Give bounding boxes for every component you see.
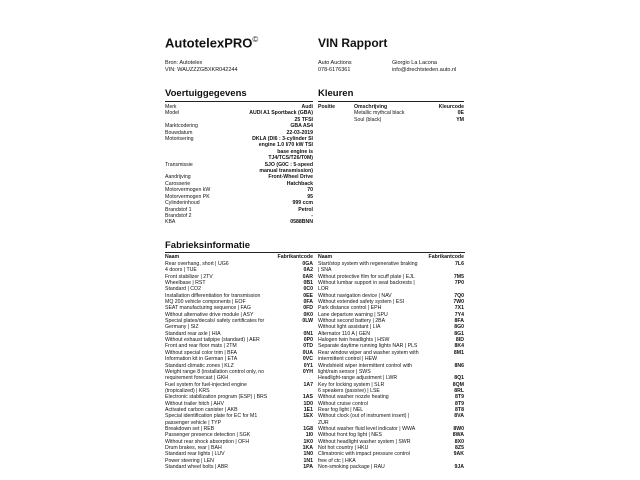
row-label: Drum brakes, rear | BAH — [165, 444, 222, 451]
row-label: Rear overhang, short | UG6 — [165, 261, 229, 267]
contact-info — [392, 60, 456, 74]
row-value: 1I0 — [305, 432, 313, 439]
row-value: 1KA — [302, 444, 313, 451]
row-value: 0LW — [302, 318, 313, 325]
row-value: - — [311, 212, 313, 219]
row-value: 7L6 — [455, 261, 464, 267]
row-value: 1A7 — [303, 381, 313, 388]
row-value: 0FD — [303, 305, 313, 312]
row-label: Park distance control | EPH — [318, 305, 382, 312]
row-value: 8K4 — [454, 343, 464, 350]
row-label: Headlight-range adjustment | LWR — [318, 375, 398, 382]
row-value: 1D0 — [303, 400, 313, 407]
row-label: Without rear shock absorption | OFH — [165, 438, 250, 445]
factory-row — [318, 464, 464, 470]
row-label: Climatronic with impact pressure control — [318, 451, 410, 458]
row-value: 1G8 — [303, 425, 313, 432]
report-title: VIN Rapport — [318, 36, 388, 50]
row-value: 8X0 — [454, 438, 464, 445]
row-label: Separate daytime running lights NAR | PLS — [318, 343, 418, 350]
col-description: Omschrijving — [354, 104, 388, 110]
row-label: Cylinderinhoud — [165, 200, 200, 207]
row-label: Without extended safety system | ESI — [318, 299, 405, 306]
row-value: 0UA — [302, 349, 313, 356]
factory-list-right — [318, 261, 464, 470]
row-label: free of ctc | HKA — [318, 457, 356, 464]
row-label: Standard | CO2 — [165, 286, 201, 293]
row-value: 0VC — [302, 356, 313, 363]
row-label: Front stabilizer | 2TV — [165, 273, 213, 280]
vehicle-details — [165, 104, 313, 226]
row-value: 1N0 — [303, 451, 313, 458]
factory-row — [165, 464, 313, 470]
row-label: Without front fog light | NES — [318, 432, 382, 439]
row-value: 999 ccm — [292, 200, 313, 207]
row-value: 8T9 — [455, 394, 464, 401]
row-value: 7W0 — [453, 299, 464, 306]
row-label: Power steering | LEN — [165, 457, 214, 464]
divider — [165, 101, 313, 102]
row-label: Brandstof 1 — [165, 206, 192, 213]
row-label: Lane departure warning | SPU — [318, 311, 388, 318]
row-label: Germany | SIZ — [165, 324, 199, 331]
row-label: Standard climatic zones | KLZ — [165, 362, 234, 369]
row-label: 6 speakers (passive) | LSE — [318, 387, 380, 394]
row-label: KBA — [165, 219, 176, 226]
row-label: Without navigation device | NAV — [318, 292, 392, 299]
row-label: Non-smoking package | RAU — [318, 464, 385, 470]
row-value: 8N6 — [454, 362, 464, 369]
dealer-phone: 078-6176361 — [318, 67, 351, 73]
row-label: Special plates/decals/ safety certificates for — [165, 318, 265, 325]
row-value: 7M5 — [453, 273, 464, 280]
row-value: 0P0 — [303, 337, 313, 344]
row-label: Passenger presence detection | SGK — [165, 432, 251, 439]
row-value: Front-Wheel Drive — [268, 174, 313, 181]
row-label: Without cruise control — [318, 400, 368, 407]
factory-head-left: Naam Fabrikantcode — [165, 254, 313, 260]
row-label: Installation differentiation for transmission — [165, 292, 261, 299]
row-label: Key for locking system | SLR — [318, 381, 385, 388]
autotelex-logo: AutotelexPRO© — [165, 35, 259, 51]
row-label: Without alternative drive module | ASY — [165, 311, 254, 318]
row-label: Without protective film for scuff plate | EJL — [318, 273, 415, 280]
row-label: LOR — [318, 286, 329, 293]
row-value: 8ID — [455, 337, 464, 344]
row-label: Front and rear floor mats | 2TM — [165, 343, 237, 350]
row-label: Breakdown set | REB — [165, 425, 215, 432]
dealer-name: Auto Auctions — [318, 60, 352, 66]
row-value: 0K0 — [303, 311, 313, 318]
row-label: passenger vehicle | TYP — [165, 419, 222, 426]
row-label: Motorisering — [165, 136, 194, 143]
row-label: Brandstof 2 — [165, 212, 192, 219]
row-value: 0YH — [302, 368, 313, 375]
row-label: Without light assistant | LIA — [318, 324, 381, 331]
row-value: 1AS — [302, 394, 313, 401]
row-value: 0C0 — [303, 286, 313, 293]
row-value: 7X1 — [454, 305, 464, 312]
row-label: Without second battery | 2BA — [318, 318, 386, 325]
row-label: Standard rear lights | LUV — [165, 451, 225, 458]
row-label: Transmissie — [165, 161, 193, 168]
contact-email: info@drechtsteden.auto.nl — [392, 67, 457, 73]
row-label: Motorvermogen PK — [165, 193, 210, 200]
row-value: base engine is — [277, 148, 313, 155]
row-value: 0A2 — [303, 267, 313, 274]
row-label: Model — [165, 110, 180, 117]
row-value: 0N1 — [303, 330, 313, 337]
row-label: Without special color trim | BFA — [165, 349, 237, 356]
row-label: light/rain sensor | SWS — [318, 368, 371, 375]
row-label: Halogen twin headlights | HSW — [318, 337, 390, 344]
row-value: AUDI A1 Sportback (GBA) — [249, 110, 313, 117]
row-value: 8RL — [454, 387, 464, 394]
row-value: Petrol — [298, 206, 313, 213]
row-value: 9AK — [453, 451, 464, 458]
row-label: Rear fog light | NEL — [318, 406, 364, 413]
row-label: Without trailer hitch | AHV — [165, 400, 225, 407]
row-label: Standard wheel bolts | ABR — [165, 464, 229, 470]
row-label: SEAT manufacturing sequence | FAG — [165, 305, 251, 312]
row-value: 9JA — [454, 464, 464, 470]
row-value: 8WA — [452, 432, 464, 439]
row-value: 8T9 — [455, 400, 464, 407]
divider — [165, 252, 465, 253]
row-label: Activated carbon canister | AKB — [165, 406, 238, 413]
row-label: Aandrijving — [165, 174, 191, 181]
row-value: 7P0 — [454, 280, 464, 287]
row-label: Motorvermogen kW — [165, 187, 211, 194]
row-value: 8T8 — [455, 406, 464, 413]
section-title-factory: Fabrieksinformatie — [165, 240, 250, 251]
row-value: 8M1 — [453, 349, 464, 356]
row-value: 95 — [307, 193, 313, 200]
row-value: 0FA — [303, 299, 313, 306]
row-value: 1N1 — [303, 457, 313, 464]
row-label: Not hot country | HKU — [318, 444, 369, 451]
row-label: Standard rear axle | HIA — [165, 330, 221, 337]
row-value: TJ4/TCS/T26/T0M) — [268, 155, 313, 162]
copyright-mark: © — [252, 35, 259, 44]
row-value: 8Q1 — [454, 375, 464, 382]
row-label: Without washer nozzle heating — [318, 394, 389, 401]
row-label: Rear window wiper and washer system with — [318, 349, 419, 356]
row-value: engine 1.0 l/70 kW TSI — [258, 142, 313, 149]
row-label: Bouwdatum — [165, 129, 193, 136]
row-value: Hatchback — [286, 180, 313, 187]
row-value: 8VA — [454, 413, 464, 420]
row-value: DKLA (DI6 : 3-cylinder SI — [252, 136, 313, 143]
vehicle-row — [165, 219, 313, 225]
row-label: Without clock (out of instrument insert) | — [318, 413, 410, 420]
row-label: Information kit in German | ETA — [165, 356, 238, 363]
row-label: Windshield wiper intermittent control with — [318, 362, 412, 369]
divider — [318, 101, 464, 102]
source-label: Bron: Autotelex — [165, 60, 203, 66]
row-value: 0588BNN — [290, 219, 313, 226]
row-value: 25 TFSI — [294, 116, 313, 123]
row-label: MQ 200 vehicle components | EOF — [165, 299, 246, 306]
row-value: Audi — [301, 104, 313, 110]
row-value: 8W0 — [453, 425, 464, 432]
row-value: 0B1 — [303, 280, 313, 287]
col-position: Positie — [318, 104, 336, 110]
row-label: intermittent control | HEW — [318, 356, 378, 363]
row-label: Electronic stabilization program (ESP) | BRS — [165, 394, 268, 401]
row-value: manual transmission) — [259, 168, 313, 175]
row-label: Without headlight washer system | SWR — [318, 438, 411, 445]
factory-list-left — [165, 261, 313, 470]
row-label: Fuel system for fuel-injected engine — [165, 381, 247, 388]
color-row: Soul (black) YM — [354, 116, 464, 123]
row-label: Carosserie — [165, 180, 191, 187]
vin-number: VIN: WAUZZZGBXKR042244 — [165, 67, 238, 73]
row-label: Weight range 8 (installation control only, no — [165, 368, 265, 375]
factory-head-right: Naam Fabrikantcode — [318, 254, 464, 260]
row-value: 1PA — [303, 464, 313, 470]
row-value: 0TD — [303, 343, 313, 350]
row-value: 8G1 — [454, 330, 464, 337]
row-label: requirement forecast | GKH — [165, 375, 229, 382]
row-value: 1E1 — [303, 406, 313, 413]
row-value: 0GA — [302, 261, 313, 267]
row-value: 8G0 — [454, 324, 464, 331]
row-label: Merk — [165, 104, 177, 110]
row-value: SJO (G0C : 5-speed — [264, 161, 313, 168]
row-label: | SNA — [318, 267, 332, 274]
row-value: 1EX — [303, 413, 313, 420]
row-label: ZUR — [318, 419, 329, 426]
row-value: 8FA — [454, 318, 464, 325]
row-value: 7Y4 — [454, 311, 464, 318]
row-label: Without lumbar support in seat backrests | — [318, 280, 415, 287]
row-label: (tropicalized) | KRS — [165, 387, 210, 394]
row-value: 0EE — [303, 292, 313, 299]
row-label: Start/stop system with regenerative braking — [318, 261, 418, 267]
row-label: Marktcodering — [165, 123, 198, 130]
contact-name: Giorgio La Lacona — [392, 60, 437, 66]
row-label: Alternator 110 A | GEN — [318, 330, 370, 337]
row-label: Special identification plate for EC for M1 — [165, 413, 258, 420]
row-value: GBA AS4 — [290, 123, 313, 130]
col-colorcode: Kleurcode — [438, 104, 464, 110]
row-value: 22-03-2019 — [286, 129, 313, 136]
colors-table — [318, 104, 464, 123]
row-value: 1K0 — [303, 438, 313, 445]
row-value: 8QM — [452, 381, 464, 388]
row-label: 4 doors | TUE — [165, 267, 197, 274]
row-label: Without exhaust tailpipe (standard) | AER — [165, 337, 260, 344]
row-value: 8Z5 — [455, 444, 464, 451]
row-label: Wheelbase | RST — [165, 280, 206, 287]
section-title-colors: Kleuren — [318, 88, 354, 99]
row-value: 0AR — [302, 273, 313, 280]
row-label: Without washer fluid level indicator | WWA — [318, 425, 416, 432]
row-value: 70 — [307, 187, 313, 194]
row-value: 7Q0 — [454, 292, 464, 299]
dealer-info — [318, 60, 352, 74]
color-row: Metallic mythcal black 0E — [354, 110, 464, 117]
section-title-vehicle: Voertuiggegevens — [165, 88, 247, 99]
row-value: 0Y1 — [303, 362, 313, 369]
source-info — [165, 60, 238, 74]
